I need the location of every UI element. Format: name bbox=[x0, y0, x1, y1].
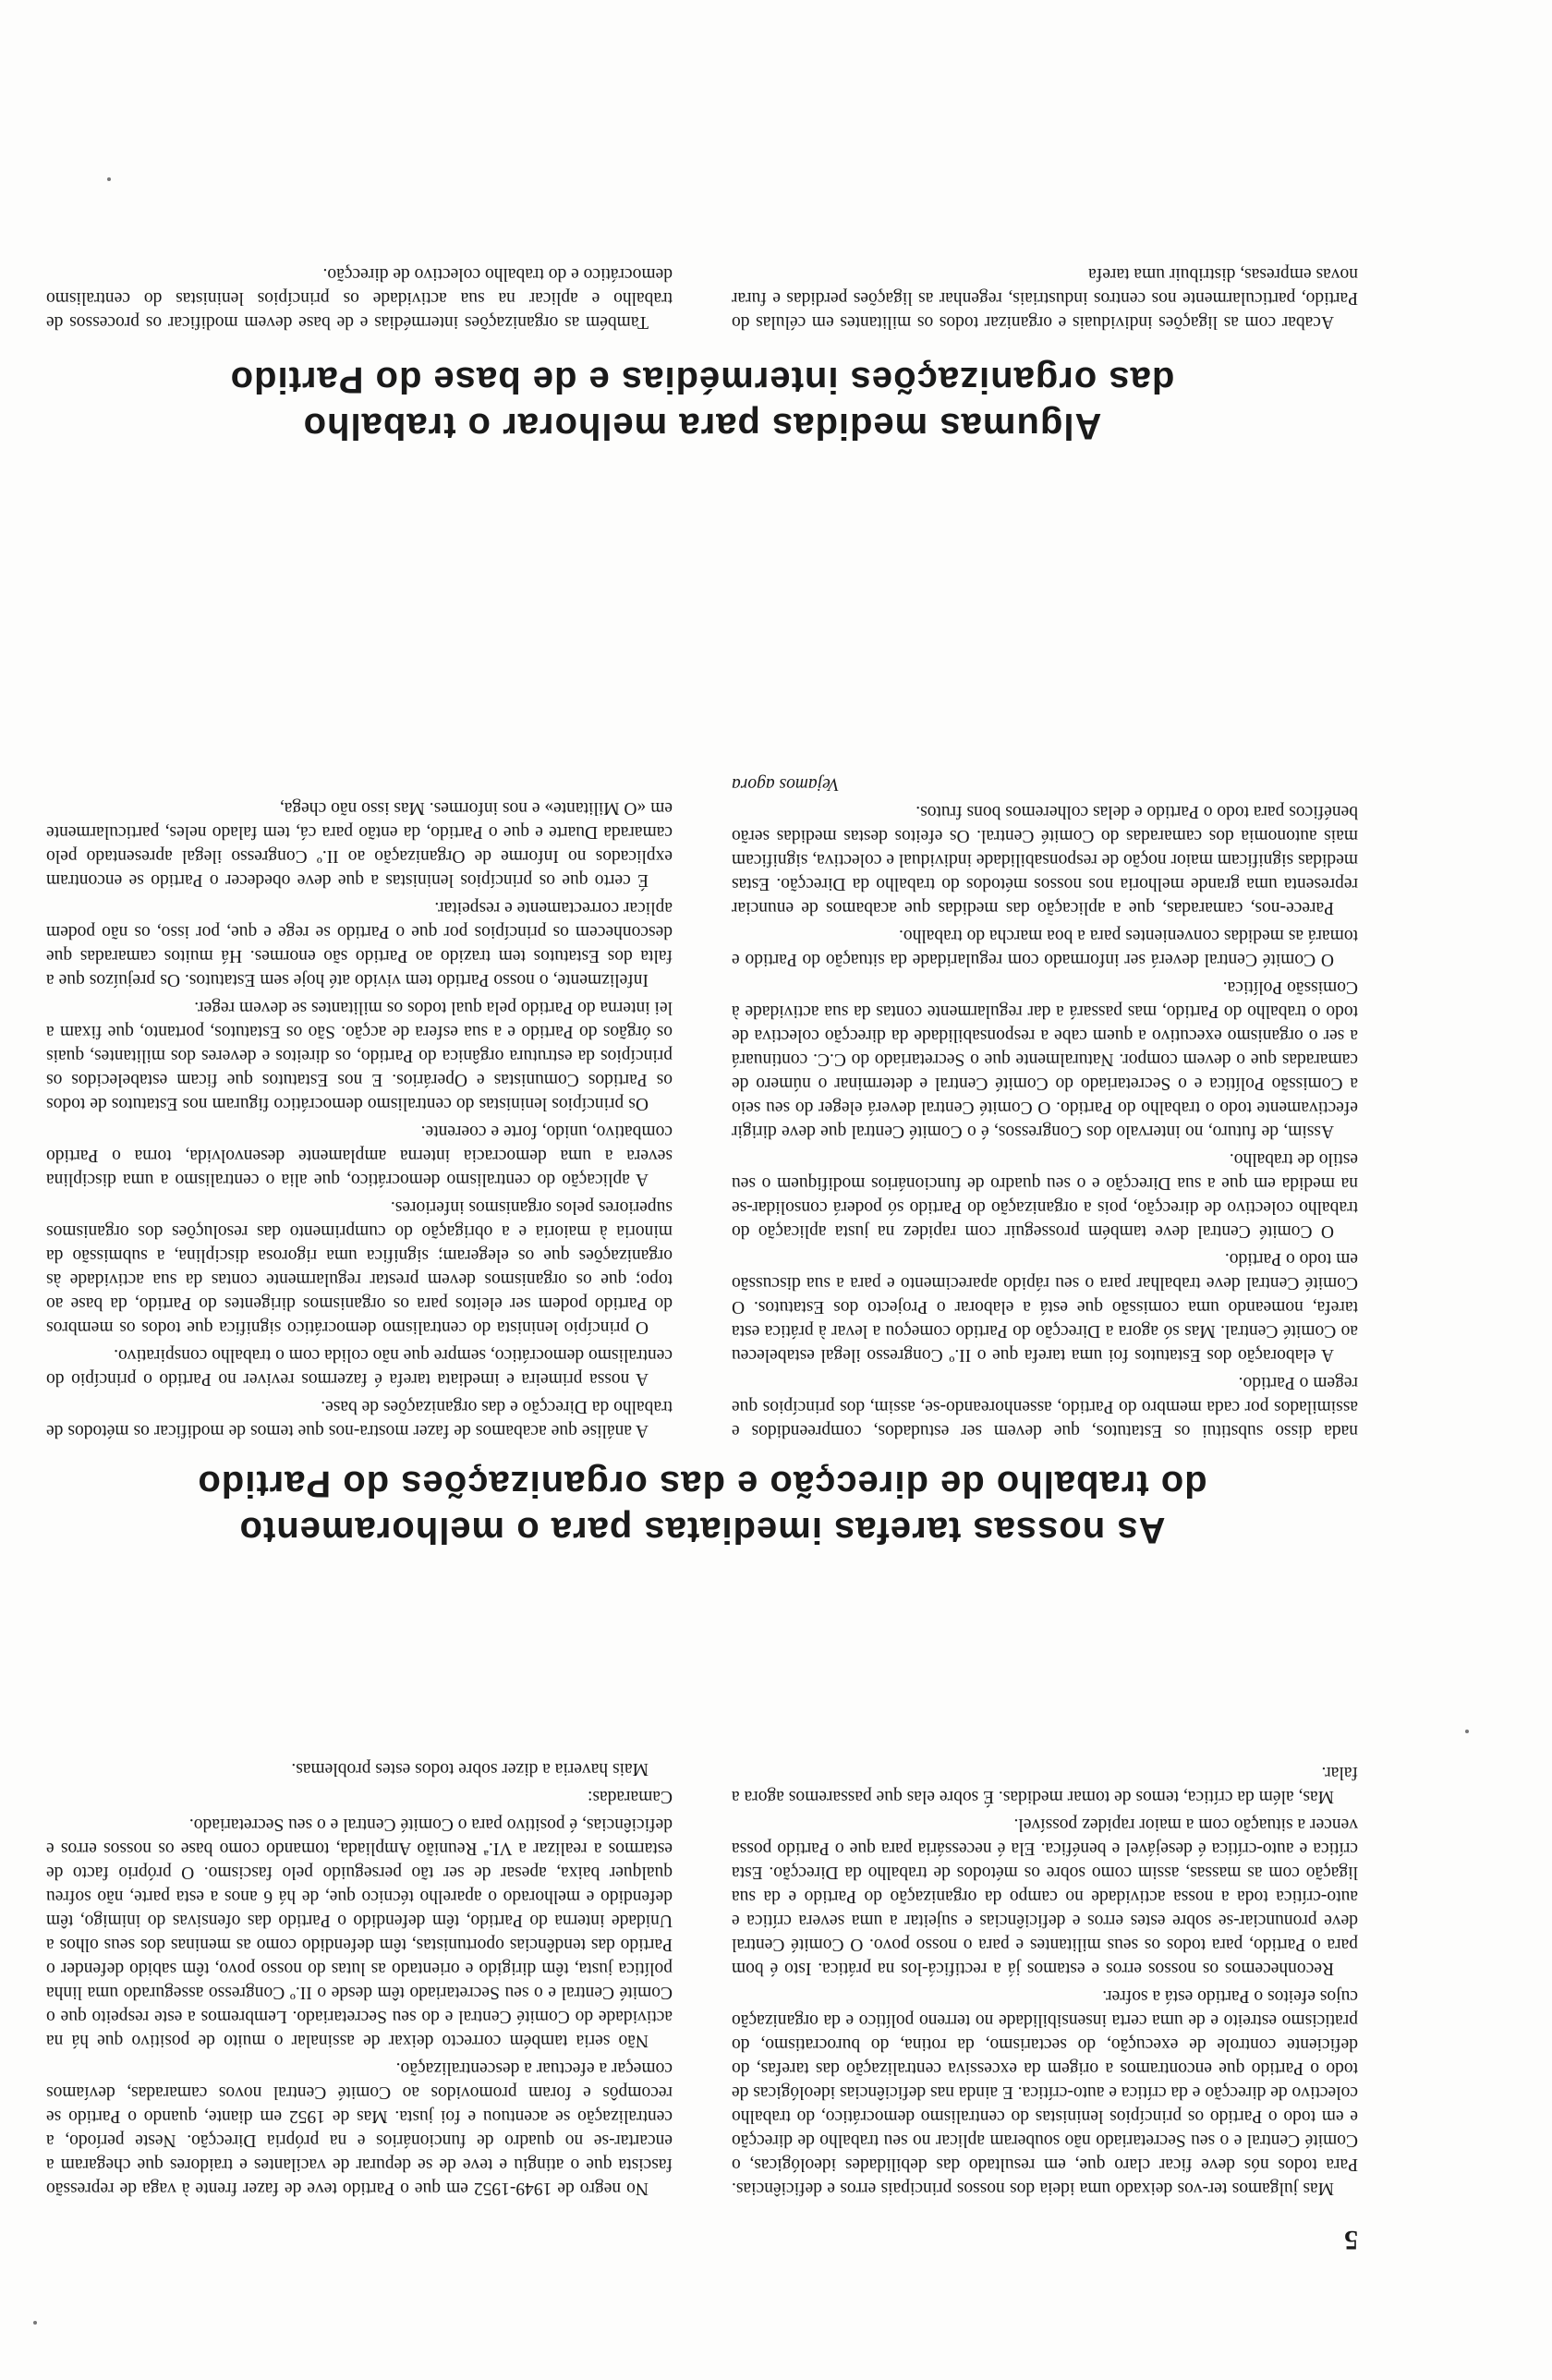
paragraph: Parece-nos, camaradas, que a aplicação das medidas que acabamos de enunciar representa uma grande melhoria nos nossos métodos do trabalho da Direcção. Estas medidas significam maior noção de responsabilidade individual e colectiva, significam mais autonomia dos camaradas do Comité Central. Os efeitos destas medidas serão benéficos para todo o Partido e delas colheremos bons frutos. bbox=[732, 802, 1358, 917]
paragraph: A nossa primeira e imediata tarefa é fazermos reviver no Partido o princípio do centralismo democrático, sempre que não colida com o trabalho conspirativo. bbox=[46, 1345, 673, 1389]
paragraph: Assim, de futuro, no intervalo dos Congressos, é o Comité Central que deve dirigir efectivamente todo o trabalho do Partido. O Comité Central deverá eleger do seu seio a Comissão Política e o Secretariado do Comité Central e determinar o número de camaradas que o devem compor. Naturalmente que o Secretariado do C.C. continuará a ser o organismo executivo a quem cabe a responsabilidade da direcção colectiva de todo o trabalho do Partido, mas passará a dar regularmente contas da sua actividade à Comissão Política. bbox=[732, 978, 1358, 1141]
heading-line: das organizações intermédias e de base do Partido bbox=[229, 359, 1175, 400]
heading-line: As nossas tarefas imediatas para o melhoramento bbox=[238, 1510, 1166, 1550]
paragraph: Mas, além da crítica, temos de tomar medidas. É sobre elas que passaremos agora a falar. bbox=[732, 1763, 1358, 1806]
paragraph: Infelizmente, o nosso Partido tem vivido até hoje sem Estatutos. Os prejuízos que a falta dos Estatutos tem trazido ao Partido são enormes. Há muitos camaradas que desconhecem os princípios por que o Partido se rege e que, por isso, os não podem aplicar correctamente e respeitar. bbox=[46, 898, 673, 990]
heading-line: do trabalho de direcção e das organizações do Partido bbox=[197, 1463, 1207, 1504]
column-bottom-left bbox=[732, 258, 1358, 334]
column-bottom-right bbox=[46, 258, 673, 334]
column-top-right bbox=[46, 1753, 673, 2200]
closing-line: Vejamos agora bbox=[732, 774, 840, 794]
scan-speck bbox=[1465, 1730, 1469, 1733]
column-top-left bbox=[732, 1756, 1358, 2200]
document-sheet bbox=[46, 130, 1358, 2255]
paragraph: A análise que acabamos de fazer mostra-nos que temos de modificar os métodos de trabalho da Direcção e das organizações de base. bbox=[46, 1397, 673, 1440]
paragraph: Acabar com as ligações individuais e organizar todos os militantes em células do Partido, particularmente nos centros industriais, regenhar as ligações perdidas e furar novas empresas, distribuir uma tarefa bbox=[732, 264, 1358, 332]
heading-line: Algumas medidas para melhorar o trabalho bbox=[302, 406, 1102, 446]
paragraph: O Comité Central deverá ser informado com regularidade da situação do Partido e tomará as medidas convenientes para a boa marcha do trabalho. bbox=[732, 926, 1358, 969]
paragraph: A aplicação do centralismo democrático, que alia o centralismo a uma disciplina severa a uma democracia interna amplamente desenvolvida, torna o Partido combativo, unido, forte e coerente. bbox=[46, 1122, 673, 1189]
paragraph: Reconhecemos os nossos erros e estamos já a rectificá-los na prática. Isto é bom para o Partido, para todos os seus militantes e para o nosso povo. O Comité Central deve pronunciar-se sobre estes erros e deficiências e sujeitar a uma severa crítica e auto-crítica toda a nossa actividade no campo da organização do Partido e da sua ligação com as massas, assim como sobre os métodos de trabalho da Direcção. Esta crítica e auto-crítica é desejável e benéfica. Ela é necessária para que o Partido possa vencer a situação com a maior rapidez possível. bbox=[732, 1815, 1358, 1978]
paragraph: O princípio leninista do centralismo democrático significa que todos os membros do Partido podem ser eleitos para os organismos dirigentes do Partido, da base ao topo; que os organismos devem prestar regularmente contas da sua actividade às organizações que os elegeram; significa uma rigorosa disciplina, a submissão da minoria à maioria e a obrigação do cumprimento das resoluções dos organismos superiores pelos organismos inferiores. bbox=[46, 1197, 673, 1337]
paragraph: A elaboração dos Estatutos foi uma tarefa que o II.º Congresso ilegal estabeleceu ao Comité Central. Mas só agora a Direcção do Partido começou a levar à prática esta tarefa, nomeando uma comissão que está a elaborar o Projecto dos Estatutos. O Comité Central deve trabalhar para o seu rápido aparecimento e para a sua discussão em todo o Partido. bbox=[732, 1249, 1358, 1365]
column-middle-left bbox=[732, 768, 1358, 1442]
paragraph: É certo que os princípios leninistas a que deve obedecer o Partido se encontram explicados no Informe de Organização ao II.º Congresso ilegal apresentado pelo camarada Duarte e que o Partido, da então para cá, tem falado neles, particularmente em «O Militante» e nos informes. Mas isso não chega, bbox=[46, 798, 673, 890]
section-heading-measures bbox=[46, 357, 1358, 449]
paragraph: Não seria também correcto deixar de assinalar o muito de positivo que há na actividade do Comité Central e do seu Secretariado. Lembremos a este respeito que o Comité Central e o seu Secretariado têm desde o II.º Congresso assegurado uma linha política justa, têm dirigido e orientado as lutas do nosso povo, têm sabido defender o Partido das tendências oportunistas, têm defendido como as meninas dos seus olhos a Unidade interna do Partido, têm defendido o Partido das ofensivas do inimigo, têm defendido e melhorado o aparelho técnico que, de há 6 anos a esta parte, não sofreu qualquer baixa, apesar de ser tão perseguido pelo fascismo. O próprio facto de estarmos a realizar a VI.ª Reunião Ampliada, tomando como base os nossos erros e deficiências, é positivo para o Comité Central e o seu Secretariado. bbox=[46, 1815, 673, 2050]
section-heading-tasks bbox=[46, 1461, 1358, 1553]
paragraph: Os princípios leninistas do centralismo democrático figuram nos Estatutos de todos os Partidos Comunistas e Operários. E nos Estatutos que ficam estabelecidos os princípios da estrutura orgânica do Partido, os direitos e deveres dos militantes, quais os órgãos do Partido e a sua esfera de acção. São os Estatutos, portanto, que fixam a lei interna do Partido pela qual todos os militantes se devem reger. bbox=[46, 998, 673, 1113]
paragraph: Mais haveria a dizer sobre todos estes problemas. bbox=[291, 1759, 649, 1779]
paragraph: Também as organizações intermédias e de base devem modificar os processos de trabalho e aplicar na sua actividade os princípios leninistas do centralismo democrático e do trabalho colectivo de direcção. bbox=[46, 264, 673, 332]
scan-speck bbox=[107, 177, 111, 181]
salutation: Camaradas: bbox=[587, 1787, 673, 1806]
page-number: 5 bbox=[1344, 2225, 1358, 2255]
paragraph: Mas julgamos ter-vos deixado uma ideia dos nossos principais erros e deficiências. Para todos nós deve ficar claro que, em resultado das debilidades ideológicas, o Comité Central e o seu Secretariado não souberam aplicar no seu trabalho de direcção e em todo o Partido os princípios leninistas do centralismo democrático, do trabalho colectivo de direcção e da crítica e auto-crítica. E ainda nas deficiências ideológicas de todo o Partido que encontramos a origem da excessiva centralização das tarefas, do deficiente controle de execução, do sectarismo, da rotina, do burocratismo, do praticismo estreito e de uma certa insensibilidade no terreno político e da organização cujos efeitos o Partido está a sofrer. bbox=[732, 1986, 1358, 2198]
paragraph: O Comité Central deve também prosseguir com rapidez na justa aplicação do trabalho colectivo de direcção, pois a organização do Partido só poderá consolidar-se na medida em que a sua Direcção e o seu quadro de funcionários modifiquem o seu estilo de trabalho. bbox=[732, 1149, 1358, 1241]
scan-speck bbox=[33, 2321, 37, 2325]
paragraph: No negro de 1949-1952 em que o Partido teve de fazer frente à vaga de repressão fascista que o atingiu e teve de se depurar de vacilantes e traidores que chegaram a encartar-se no quadro de funcionários e na própria Direcção. Neste período, a centralização se acentuou e foi justa. Mas de 1952 em diante, quando o Partido se recompôs e foram promovidos ao Comité Central novos camaradas, devíamos começar a efectuar a descentralização. bbox=[46, 2058, 673, 2198]
column-middle-right bbox=[46, 792, 673, 1442]
paragraph: nada disso substitui os Estatutos, que devem ser estudados, compreendidos e assimilados por cada membro do Partido, assenhoreando-se, assim, dos princípios que regem o Partido. bbox=[732, 1373, 1358, 1440]
